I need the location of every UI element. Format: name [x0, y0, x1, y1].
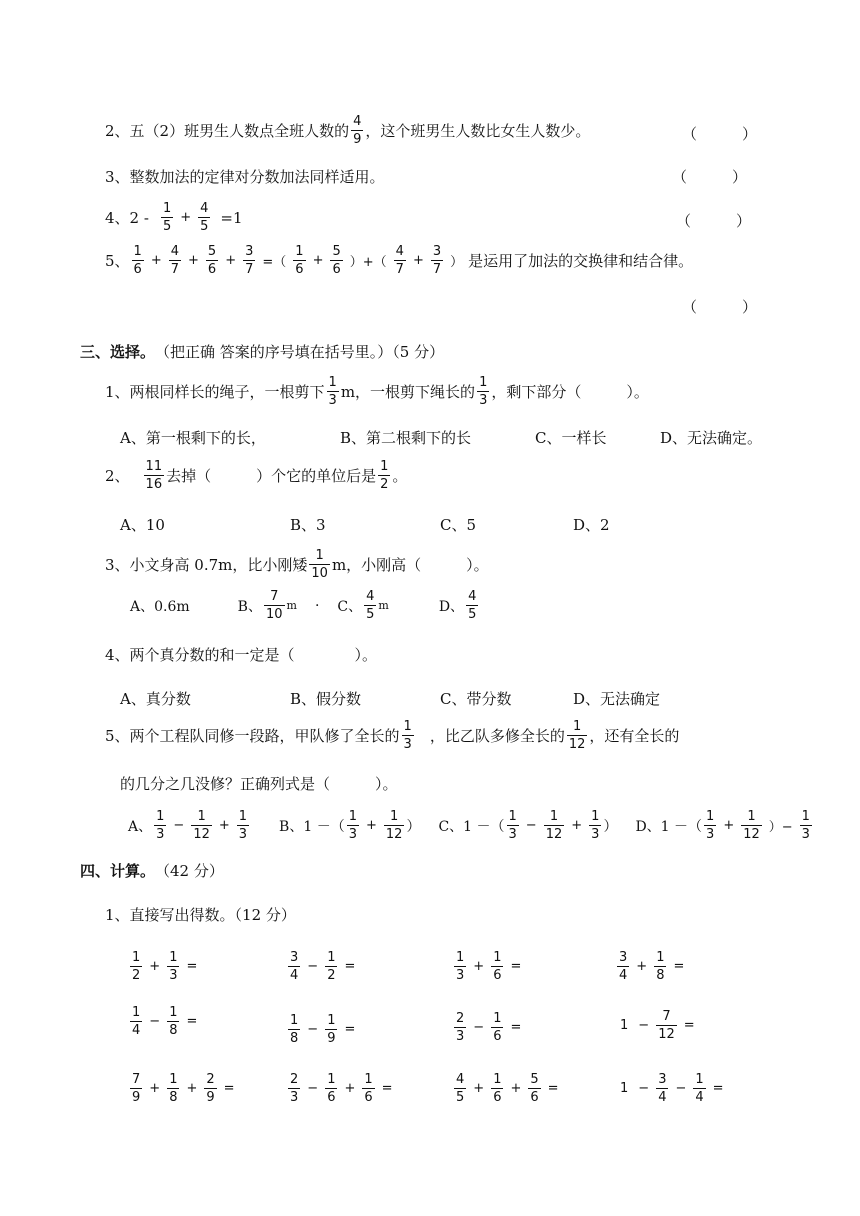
fraction: $\frac{1}{3}$	[801, 809, 810, 842]
fraction: $\frac{3}{7}$	[432, 244, 442, 277]
judge-q4	[105, 202, 243, 233]
equals: =	[223, 1081, 235, 1096]
fraction: 1 3	[156, 809, 165, 842]
operator: +	[312, 253, 324, 268]
fraction: 1 3	[403, 719, 412, 752]
fraction: $\frac{1}{4}$	[695, 1072, 704, 1105]
fraction: $\frac{3}{7}$	[245, 244, 254, 277]
operator: +	[188, 253, 199, 268]
fraction: 7 10	[265, 589, 283, 622]
fraction: 1 2	[132, 950, 141, 983]
fraction: 1 2	[380, 459, 389, 492]
fraction: 1 3	[328, 375, 337, 408]
fraction: $\frac{1}{6}$	[493, 950, 502, 983]
choice-q3	[105, 549, 489, 580]
calc-item	[452, 1073, 564, 1104]
fraction: 1 10	[311, 548, 328, 581]
operator: ）−	[768, 820, 793, 835]
calc-item	[128, 1006, 202, 1037]
q-text: 的几分之几没修？正确列式是（ ）。	[120, 775, 398, 793]
operator: +	[636, 959, 648, 974]
fraction: $\frac{4}{5}$	[200, 201, 209, 234]
option-b[interactable]: B、假分数	[290, 690, 362, 708]
q-text: =1	[220, 208, 243, 227]
option-c[interactable]: C、带分数	[440, 690, 512, 708]
equals: =	[683, 1018, 695, 1033]
fraction: $\frac{1}{12}$	[385, 809, 403, 842]
fraction: $\frac{2}{9}$	[206, 1072, 215, 1105]
fraction: $\frac{7}{12}$	[658, 1009, 675, 1042]
option-d[interactable]: D、2	[573, 516, 610, 534]
fraction: $\frac{1}{3}$	[238, 809, 248, 842]
option-c[interactable]: C、5	[440, 516, 477, 534]
calc-item	[620, 1073, 729, 1104]
fraction: $\frac{1}{12}$	[545, 809, 563, 842]
operator: +	[473, 1081, 485, 1096]
calc-item	[128, 1073, 240, 1104]
calc-item	[128, 951, 202, 982]
judge-q5	[105, 245, 693, 276]
sub-title: 1、直接写出得数。（12 分）	[105, 906, 296, 924]
fraction: 4 5	[456, 1072, 465, 1105]
fraction: $\frac{5}{6}$	[207, 244, 217, 277]
q-text: 2、	[105, 467, 130, 485]
section-title: 四、计算。	[80, 862, 156, 880]
fraction: 1 12	[568, 719, 586, 752]
equals: =	[344, 1022, 356, 1037]
operator: =（	[262, 255, 287, 270]
fraction: 3 4	[290, 950, 299, 983]
option-d[interactable]: D、	[438, 598, 465, 615]
equals: =	[510, 959, 522, 974]
calc-item	[620, 1010, 700, 1041]
answer-paren[interactable]: （ ）	[672, 168, 748, 186]
fraction: $\frac{1}{6}$	[327, 1072, 336, 1105]
option-c[interactable]: C、1 －（	[438, 818, 505, 835]
q-text: 3、小文身高 0.7m，比小刚矮	[105, 556, 308, 574]
equals: =	[712, 1081, 724, 1096]
fraction: $\frac{3}{4}$	[658, 1072, 667, 1105]
equals: =	[186, 1014, 198, 1029]
equals: =	[547, 1081, 559, 1096]
fraction: $\frac{1}{6}$	[493, 1072, 502, 1105]
section-title: 三、选择。	[80, 343, 156, 361]
fraction: $\frac{1}{8}$	[169, 1005, 178, 1038]
calc-item	[452, 951, 526, 982]
fraction: $\frac{1}{6}$	[364, 1072, 373, 1105]
option-d[interactable]: D、无法确定。	[660, 429, 763, 447]
q-text: 5、两个工程队同修一段路，甲队修了全长的	[105, 727, 400, 745]
dot: ·	[314, 597, 320, 614]
operator: −	[675, 1081, 687, 1096]
fraction: 2 3	[290, 1072, 299, 1105]
operator: +	[344, 1081, 356, 1096]
fraction: $\frac{1}{2}$	[327, 950, 336, 983]
operator: −	[525, 818, 537, 833]
operator: −	[638, 1018, 650, 1033]
fraction: $\frac{5}{6}$	[530, 1072, 539, 1105]
option-b[interactable]: B、	[237, 598, 262, 615]
judge-q3	[105, 166, 385, 187]
fraction: 1 3	[706, 809, 715, 842]
operator: −	[473, 1020, 485, 1035]
operator: −	[638, 1081, 650, 1096]
section-note: （42 分）	[155, 862, 224, 880]
operator: +	[218, 818, 230, 833]
answer-paren[interactable]: （ ）	[682, 298, 758, 316]
fraction: $\frac{4}{7}$	[170, 244, 180, 277]
q-text: m，小刚高（ ）。	[331, 556, 489, 574]
fraction: $\frac{1}{12}$	[193, 809, 210, 842]
operator: +	[723, 818, 735, 833]
fraction: $\frac{1}{3}$	[169, 950, 178, 983]
operator: −	[149, 1014, 161, 1029]
fraction: 1 3	[508, 809, 517, 842]
q-text: 5、	[105, 252, 130, 270]
fraction: 2 3	[456, 1011, 465, 1044]
q-text: 4、两个真分数的和一定是（ ）。	[105, 646, 378, 664]
fraction: 1 3	[348, 809, 357, 842]
q-text: 2、五（2）班男生人数点全班人数的	[105, 122, 350, 140]
q-text: ，剩下部分（ ）。	[491, 383, 649, 401]
equals: =	[673, 959, 685, 974]
calc-sub1	[105, 904, 296, 925]
fraction: 1 4	[132, 1005, 141, 1038]
fraction: 1 3	[479, 375, 488, 408]
section-4-header	[80, 860, 224, 881]
operator: +	[180, 210, 192, 225]
fraction: $\frac{1}{9}$	[327, 1013, 336, 1046]
equals: =	[381, 1081, 393, 1096]
choice-q2	[105, 460, 407, 491]
section-note: （把正确 答案的序号填在括号里。）（5 分）	[155, 343, 445, 361]
calc-item	[615, 951, 689, 982]
operator: +	[571, 818, 583, 833]
operator: +	[365, 818, 377, 833]
fraction: $\frac{1}{8}$	[169, 1072, 178, 1105]
option-b[interactable]: B、第二根剩下的长	[340, 429, 472, 447]
choice-q5	[105, 720, 679, 751]
paren-close: ）	[406, 818, 421, 835]
operator: +	[225, 253, 237, 268]
fraction: 1 6	[133, 244, 142, 277]
operator: +	[150, 253, 162, 268]
operator: −	[307, 1081, 319, 1096]
option-a[interactable]: A、	[128, 818, 153, 835]
fraction: 1 8	[290, 1013, 299, 1046]
calc-item	[452, 1012, 526, 1043]
q-text: ，比乙队多修全长的	[429, 727, 565, 745]
calc-item	[286, 1014, 360, 1045]
unit: m	[378, 599, 389, 612]
option-a[interactable]: A、真分数	[120, 690, 191, 708]
equals: =	[510, 1020, 522, 1035]
fraction: 4 9	[353, 114, 362, 147]
choice-q4	[105, 644, 377, 665]
fraction: 4 5	[366, 589, 375, 622]
whole-number: 1	[620, 1081, 629, 1096]
operator: ）	[450, 255, 464, 270]
fraction: 11 16	[145, 459, 163, 492]
option-a[interactable]: A、第一根剩下的长，	[120, 429, 266, 447]
option-a[interactable]: A、0.6m	[130, 598, 190, 615]
fraction: $\frac{1}{12}$	[743, 809, 760, 842]
option-d[interactable]: D、1 －（	[635, 818, 703, 835]
section-3-header	[80, 341, 444, 362]
operator: +	[149, 1081, 161, 1096]
operator: +	[412, 253, 424, 268]
fraction: 4 7	[395, 244, 404, 277]
option-b[interactable]: B、1 －（	[279, 818, 345, 835]
option-d[interactable]: D、无法确定	[573, 690, 661, 708]
option-a[interactable]: A、10	[120, 516, 165, 534]
whole-number: 1	[620, 1018, 629, 1033]
option-c[interactable]: C、一样长	[535, 429, 607, 447]
answer-paren[interactable]: （ ）	[682, 125, 758, 143]
fraction: 1 3	[456, 950, 465, 983]
operator: −	[307, 959, 319, 974]
operator: −	[307, 1022, 319, 1037]
choice-q3-options	[130, 590, 480, 621]
calc-item	[286, 951, 360, 982]
paren-close: ）	[603, 818, 618, 835]
operator: +	[473, 959, 485, 974]
equals: =	[186, 959, 198, 974]
choice-q5-options	[128, 810, 814, 841]
answer-paren[interactable]: （ ）	[676, 212, 752, 230]
fraction: 1 5	[162, 201, 172, 234]
q-text: ，这个班男生人数比女生人数少。	[365, 122, 591, 140]
q-text: 4、2 -	[105, 209, 149, 227]
fraction: $\frac{1}{8}$	[656, 950, 665, 983]
q-text: 是运用了加法的交换律和结合律。	[468, 252, 694, 270]
equals: =	[344, 959, 356, 974]
choice-q5-line2	[120, 773, 398, 794]
operator: +	[510, 1081, 522, 1096]
unit: m	[286, 599, 297, 612]
fraction: $\frac{1}{3}$	[591, 809, 600, 842]
judge-q2	[105, 115, 590, 146]
operator: −	[173, 818, 185, 833]
fraction: $\frac{1}{6}$	[493, 1011, 502, 1044]
calc-item	[286, 1073, 398, 1104]
choice-q1	[105, 376, 649, 407]
fraction: 1 6	[295, 244, 304, 277]
q-text: m，一根剪下绳长的	[340, 383, 476, 401]
fraction: $\frac{5}{6}$	[332, 244, 341, 277]
q-text: ，还有全长的	[589, 727, 680, 745]
q-text: 。	[392, 467, 408, 485]
operator: ）+（	[349, 255, 387, 270]
operator: +	[186, 1081, 198, 1096]
fraction: 4 5	[468, 589, 477, 622]
q-text: 3、整数加法的定律对分数加法同样适用。	[105, 168, 385, 186]
q-text: 1、两根同样长的绳子，一根剪下	[105, 383, 325, 401]
option-b[interactable]: B、3	[290, 516, 326, 534]
fraction: 3 4	[619, 950, 628, 983]
option-c[interactable]: C、	[337, 598, 363, 615]
q-text: 去掉（ ）个它的单位后是	[166, 467, 377, 485]
fraction: 7 9	[132, 1072, 141, 1105]
operator: +	[149, 959, 161, 974]
